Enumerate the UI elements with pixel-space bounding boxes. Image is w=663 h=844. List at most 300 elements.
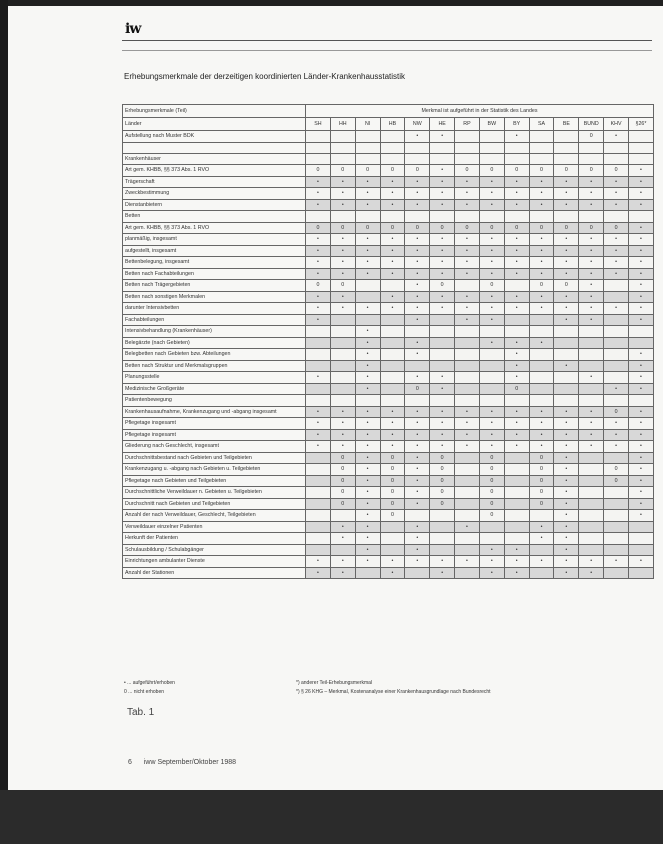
row-label: Anzahl der nach Verweildauer, Geschlecht, Teilgebieten [123,510,306,522]
table-cell: • [430,567,455,579]
table-cell: • [430,234,455,246]
table-cell: • [529,406,554,418]
table-cell: • [604,131,629,143]
table-cell [330,131,355,143]
table-cell: 0 [604,475,629,487]
table-cell: 0 [380,464,405,476]
table-cell: • [405,199,430,211]
table-cell [628,153,653,165]
scan-left-border [0,0,8,844]
table-cell [306,533,331,545]
table-cell: • [330,303,355,315]
table-cell [330,510,355,522]
table-cell: • [330,291,355,303]
table-cell [430,326,455,338]
table-row [123,464,654,476]
table-cell: • [579,441,604,453]
table-cell: • [306,406,331,418]
header-attributes: Erhebungsmerkmale (Teil) [123,105,306,118]
table-cell: • [405,303,430,315]
table-cell: • [330,418,355,430]
table-cell [604,360,629,372]
table-cell: • [604,257,629,269]
table-cell [306,464,331,476]
table-row [123,326,654,338]
table-cell [479,360,504,372]
row-label: planmäßig, insgesamt [123,234,306,246]
table-cell: • [554,303,579,315]
table-cell [455,544,480,556]
table-cell: • [455,441,480,453]
table-cell: 0 [604,464,629,476]
table-cell: • [355,245,380,257]
table-cell: • [579,303,604,315]
table-cell [455,452,480,464]
table-cell: • [579,257,604,269]
table-cell: • [330,268,355,280]
table-row [123,498,654,510]
table-cell: • [554,176,579,188]
table-cell: • [604,268,629,280]
table-cell [306,521,331,533]
row-label: Krankenhausaufnahme, Krankenzugang und -abgang insgesamt [123,406,306,418]
table-cell: • [430,199,455,211]
table-cell: • [455,245,480,257]
table-cell [579,544,604,556]
table-cell: 0 [504,165,529,177]
table-cell [355,280,380,292]
table-cell: • [405,475,430,487]
table-cell: 0 [479,487,504,499]
table-cell: • [355,464,380,476]
table-cell: • [355,406,380,418]
table-cell: • [628,188,653,200]
table-cell [604,349,629,361]
table-cell [604,153,629,165]
table-cell [380,131,405,143]
table-row [123,544,654,556]
row-label: Verweildauer einzelner Patienten [123,521,306,533]
table-cell: • [380,245,405,257]
table-cell: • [430,176,455,188]
table-cell: • [455,314,480,326]
table-cell [306,337,331,349]
table-cell: • [405,556,430,568]
table-row [123,441,654,453]
table-cell: • [554,521,579,533]
table-cell [430,153,455,165]
table-cell: • [604,188,629,200]
table-cell [355,142,380,153]
table-cell: 0 [554,165,579,177]
table-cell: • [455,556,480,568]
table-cell [604,487,629,499]
table-cell: 0 [430,498,455,510]
table-cell: • [380,556,405,568]
table-cell: • [330,441,355,453]
table-cell: • [628,314,653,326]
table-cell: • [430,268,455,280]
header-state: RP [455,118,480,131]
table-cell: • [579,567,604,579]
header-state: SA [529,118,554,131]
table-cell [380,314,405,326]
table-cell [455,498,480,510]
table-cell [529,510,554,522]
table-cell: • [554,429,579,441]
row-label: Schulausbildung / Schulabgänger [123,544,306,556]
row-label: Pflegetage insgesamt [123,418,306,430]
table-cell: • [306,372,331,384]
table-cell [604,372,629,384]
table-cell: • [455,199,480,211]
table-cell: • [628,199,653,211]
row-label: Gliederung nach Geschlecht, insgesamt [123,441,306,453]
table-cell: • [405,498,430,510]
table-cell: • [479,337,504,349]
table-cell [455,142,480,153]
legend-note-1: *) anderer Teil-Erhebungsmerkmal [296,680,373,686]
table-cell: • [330,406,355,418]
table-cell [455,360,480,372]
table-cell: 0 [529,464,554,476]
table-cell [604,280,629,292]
table-cell [479,349,504,361]
table-cell: 0 [529,475,554,487]
row-label [123,142,306,153]
table-cell: 0 [430,222,455,234]
table-row [123,383,654,395]
table-cell [430,349,455,361]
table-cell [380,326,405,338]
row-label: Zweckbestimmung [123,188,306,200]
table-cell: • [405,406,430,418]
table-cell [455,337,480,349]
table-cell: • [504,199,529,211]
table-cell: • [628,268,653,280]
row-label: Betten nach Fachabteilungen [123,268,306,280]
table-cell: 0 [330,475,355,487]
table-cell: 0 [330,452,355,464]
table-cell: • [628,441,653,453]
row-label: Betten nach Trägergebieten [123,280,306,292]
table-cell [455,326,480,338]
table-cell [504,280,529,292]
row-label: Krankenzugang u. -abgang nach Gebieten u. Teilgebieten [123,464,306,476]
table-cell: • [355,337,380,349]
table-header-row-states [123,118,654,131]
table-cell [554,211,579,223]
table-cell [579,510,604,522]
table-row [123,245,654,257]
table-cell: 0 [306,165,331,177]
table-cell: • [628,349,653,361]
row-label: Medizinische Großgeräte [123,383,306,395]
table-cell: 0 [604,165,629,177]
table-cell: • [355,498,380,510]
table-row [123,291,654,303]
table-cell: • [306,314,331,326]
table-cell: • [355,257,380,269]
table-row [123,395,654,407]
table-cell: • [554,464,579,476]
table-cell [455,131,480,143]
table-cell [430,211,455,223]
table-cell: • [604,418,629,430]
table-cell [380,533,405,545]
table-cell [405,211,430,223]
table-cell: • [455,418,480,430]
table-cell: 0 [430,280,455,292]
table-cell [628,544,653,556]
table-cell: 0 [455,165,480,177]
table-cell: • [430,406,455,418]
table-cell [306,131,331,143]
table-cell: • [380,303,405,315]
table-cell: • [628,222,653,234]
table-cell: 0 [330,280,355,292]
header-state: HE [430,118,455,131]
table-cell: • [380,429,405,441]
table-cell: 0 [455,222,480,234]
table-cell: • [504,556,529,568]
table-cell [380,395,405,407]
table-cell: • [554,406,579,418]
table-cell [355,153,380,165]
table-cell [306,153,331,165]
header-state: BW [479,118,504,131]
table-cell: • [529,429,554,441]
table-cell [529,314,554,326]
table-cell: • [479,199,504,211]
table-cell: • [504,131,529,143]
table-cell: • [430,257,455,269]
table-cell: • [579,245,604,257]
table-cell: • [405,429,430,441]
table-cell [504,314,529,326]
row-label: Durchschnittliche Verweildauer n. Gebieten u. Teilgebieten [123,487,306,499]
table-cell [330,372,355,384]
table-cell: • [504,360,529,372]
table-cell: • [380,567,405,579]
table-cell [380,372,405,384]
table-cell: • [579,176,604,188]
table-cell: • [380,268,405,280]
table-cell: • [554,533,579,545]
row-label: Einrichtungen ambulanter Dienste [123,556,306,568]
table-cell: • [504,303,529,315]
table-cell [380,337,405,349]
table-cell: • [479,567,504,579]
table-cell: • [504,372,529,384]
table-cell: • [554,556,579,568]
table-cell [479,521,504,533]
table-cell: • [380,406,405,418]
table-cell [430,314,455,326]
table-cell: 0 [604,406,629,418]
table-row [123,418,654,430]
table-cell: 0 [380,498,405,510]
table-row [123,199,654,211]
table-cell: • [380,234,405,246]
table-cell: • [330,188,355,200]
table-cell [479,533,504,545]
page-number: 6 [128,759,132,766]
table-cell: 0 [306,280,331,292]
table-row [123,176,654,188]
table-row [123,142,654,153]
table-cell [380,153,405,165]
table-cell [579,326,604,338]
table-cell [628,211,653,223]
row-label: aufgestellt, insgesamt [123,245,306,257]
table-cell: • [405,280,430,292]
table-cell [554,326,579,338]
table-cell: • [504,429,529,441]
legend-right [296,679,491,697]
table-cell [579,464,604,476]
table-cell [604,533,629,545]
table-cell: • [355,521,380,533]
table-cell [529,211,554,223]
table-cell [479,326,504,338]
table-row [123,349,654,361]
table-cell [430,533,455,545]
table-row [123,131,654,143]
table-cell: • [479,234,504,246]
table-cell: • [628,383,653,395]
table-cell [306,510,331,522]
table-cell: • [405,372,430,384]
table-cell: • [554,268,579,280]
table-row [123,475,654,487]
table-header-row-top [123,105,654,118]
row-label: darunter Intensivbetten [123,303,306,315]
table-cell [579,142,604,153]
table-cell [504,211,529,223]
table-cell [330,383,355,395]
table-cell: • [405,176,430,188]
table-row [123,303,654,315]
row-label: Aufstellung nach Muster BDK [123,131,306,143]
table-cell: • [579,429,604,441]
page-footer [128,759,236,766]
table-cell: • [529,291,554,303]
table-cell [306,360,331,372]
header-states-caption: Merkmal ist aufgeführt in der Statistik des Landes [306,105,654,118]
table-cell: • [579,234,604,246]
table-cell: • [380,257,405,269]
table-cell: • [455,234,480,246]
table-row [123,211,654,223]
table-cell [504,510,529,522]
table-cell: 0 [479,475,504,487]
row-label: Trägerschaft [123,176,306,188]
table-cell: • [529,533,554,545]
table-cell [330,153,355,165]
table-cell: • [628,418,653,430]
table-cell: • [554,314,579,326]
table-cell [330,211,355,223]
table-cell: • [628,475,653,487]
table-cell [504,142,529,153]
table-cell: • [330,257,355,269]
table-cell: • [628,464,653,476]
table-cell [455,475,480,487]
table-cell [479,372,504,384]
table-cell [554,142,579,153]
table-cell [430,142,455,153]
table-cell [479,383,504,395]
table-cell: 0 [330,222,355,234]
table-cell: • [405,234,430,246]
table-cell: • [579,291,604,303]
table-cell: • [604,556,629,568]
table-cell: • [405,131,430,143]
table-cell: • [306,567,331,579]
table-row [123,360,654,372]
table-cell: • [628,360,653,372]
table-cell: • [479,303,504,315]
table-cell [405,395,430,407]
table-cell: • [330,567,355,579]
table-cell [628,142,653,153]
table-cell: • [380,291,405,303]
table-row [123,556,654,568]
table-cell [455,280,480,292]
table-row [123,165,654,177]
table-cell [504,498,529,510]
table-cell: • [430,188,455,200]
header-state: NI [355,118,380,131]
table-cell: 0 [430,464,455,476]
table-cell: • [455,429,480,441]
table-cell [455,533,480,545]
table-cell: • [455,257,480,269]
table-cell: 0 [355,165,380,177]
table-cell: • [306,303,331,315]
header-state: NW [405,118,430,131]
table-cell: • [479,429,504,441]
table-cell [554,372,579,384]
table-caption: Tab. 1 [127,707,155,718]
header-state: HH [330,118,355,131]
table-cell [405,326,430,338]
table-cell: 0 [330,165,355,177]
table-cell [306,142,331,153]
table-cell: 0 [306,222,331,234]
table-cell: 0 [430,487,455,499]
table-cell: • [306,176,331,188]
table-cell [455,487,480,499]
table-cell: • [355,533,380,545]
table-cell: • [405,418,430,430]
table-cell [579,360,604,372]
table-cell: • [628,280,653,292]
table-cell: 0 [430,452,455,464]
table-cell: • [579,406,604,418]
table-row [123,234,654,246]
table-cell: 0 [479,280,504,292]
table-cell: • [430,441,455,453]
table-cell: • [306,234,331,246]
table-cell [554,131,579,143]
table-cell [628,326,653,338]
table-cell: 0 [405,383,430,395]
table-cell: • [355,441,380,453]
row-label: Dienstanbietern [123,199,306,211]
row-label: Pflegetage insgesamt [123,429,306,441]
